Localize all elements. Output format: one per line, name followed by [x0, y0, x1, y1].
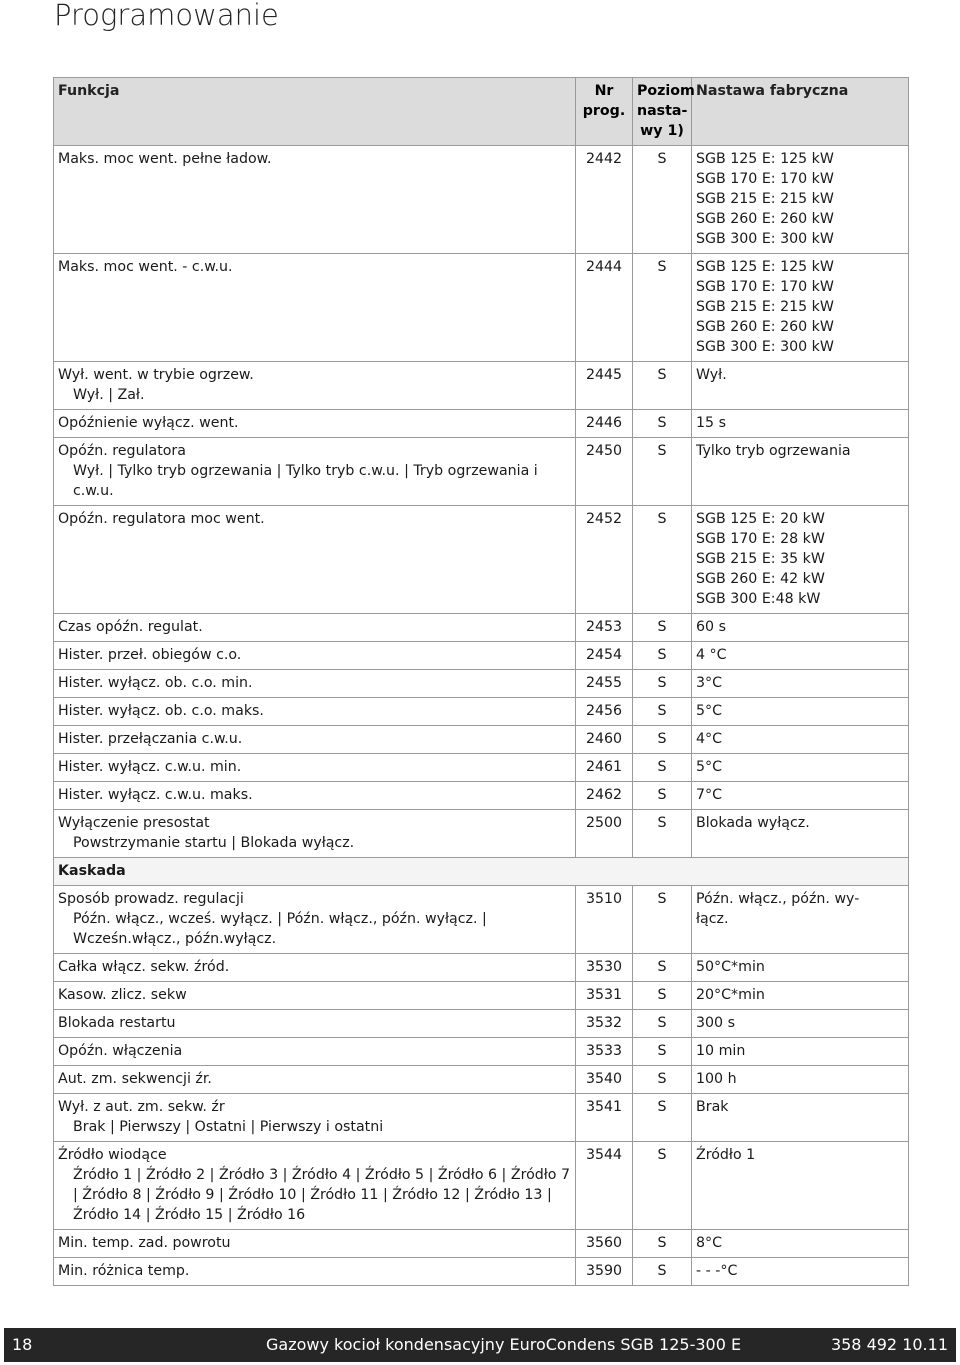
factory-setting-value: 100 h: [696, 1071, 737, 1087]
factory-setting-value: SGB 170 E: 170 kW: [696, 279, 834, 295]
factory-setting-value: - - -°C: [696, 1263, 738, 1279]
function-options: Wył. | Zał.: [73, 387, 145, 403]
factory-setting-cell: [692, 362, 909, 410]
function-name: Maks. moc went. - c.w.u.: [58, 259, 233, 275]
factory-setting-cell: [692, 1094, 909, 1142]
level-cell: S: [633, 1230, 692, 1258]
function-cell: [54, 614, 576, 642]
level-cell: S: [633, 1010, 692, 1038]
table-row: [54, 438, 909, 506]
function-cell: [54, 886, 576, 954]
level-cell: S: [633, 1066, 692, 1094]
function-name: Wył. went. w trybie ogrzew.: [58, 367, 254, 383]
factory-setting-value: SGB 300 E: 300 kW: [696, 339, 834, 355]
factory-setting-value: SGB 300 E: 300 kW: [696, 231, 834, 247]
factory-setting-value: 4 °C: [696, 647, 727, 663]
factory-setting-value: 3°C: [696, 675, 723, 691]
function-name: Hister. przeł. obiegów c.o.: [58, 647, 242, 663]
factory-setting-value: Tylko tryb ogrzewania: [696, 443, 851, 459]
function-cell: [54, 1038, 576, 1066]
factory-setting-cell: [692, 506, 909, 614]
function-cell: [54, 1230, 576, 1258]
page-title: Programowanie: [54, 0, 279, 32]
function-options: Brak | Pierwszy | Ostatni | Pierwszy i ostatni: [73, 1119, 384, 1135]
factory-setting-cell: [692, 1038, 909, 1066]
prog-nr-cell: 2446: [576, 410, 633, 438]
factory-setting-cell: [692, 982, 909, 1010]
function-name: Hister. wyłącz. c.w.u. maks.: [58, 787, 253, 803]
table-row: [54, 1094, 909, 1142]
level-cell: S: [633, 1258, 692, 1286]
prog-nr-cell: 2452: [576, 506, 633, 614]
factory-setting-value: SGB 125 E: 125 kW: [696, 259, 834, 275]
table-row: [54, 410, 909, 438]
function-name: Opóźnienie wyłącz. went.: [58, 415, 239, 431]
factory-setting-cell: [692, 1258, 909, 1286]
function-name: Hister. wyłącz. ob. c.o. maks.: [58, 703, 264, 719]
prog-nr-cell: 3560: [576, 1230, 633, 1258]
function-cell: [54, 726, 576, 754]
factory-setting-value: SGB 215 E: 215 kW: [696, 299, 834, 315]
level-cell: S: [633, 410, 692, 438]
level-cell: S: [633, 810, 692, 858]
factory-setting-value: SGB 260 E: 42 kW: [696, 571, 825, 587]
factory-setting-value: SGB 215 E: 215 kW: [696, 191, 834, 207]
function-cell: [54, 146, 576, 254]
function-cell: [54, 506, 576, 614]
page-footer: [4, 1328, 956, 1362]
factory-setting-value: 5°C: [696, 759, 723, 775]
function-name: Min. różnica temp.: [58, 1263, 190, 1279]
table-row: [54, 1142, 909, 1230]
level-cell: S: [633, 982, 692, 1010]
prog-nr-cell: 3510: [576, 886, 633, 954]
factory-setting-value: SGB 300 E:48 kW: [696, 591, 821, 607]
function-options: Późn. włącz., wcześ. wyłącz. | Późn. włącz., późn. wyłącz. | Wcześn.włącz., późn.wyłącz.: [73, 911, 487, 947]
function-cell: [54, 362, 576, 410]
header-factory-setting: Nastawa fabryczna: [692, 78, 909, 146]
prog-nr-cell: 2453: [576, 614, 633, 642]
header-level: Poziom nasta-wy 1): [633, 78, 692, 146]
table-row: [54, 146, 909, 254]
table-row: [54, 362, 909, 410]
prog-nr-cell: 2500: [576, 810, 633, 858]
section-title: Kaskada: [54, 858, 909, 886]
footer-title: Gazowy kocioł kondensacyjny EuroCondens SGB 125-300 E: [266, 1335, 742, 1354]
function-name: Maks. moc went. pełne ładow.: [58, 151, 272, 167]
header-function: Funkcja: [54, 78, 576, 146]
level-cell: S: [633, 506, 692, 614]
factory-setting-value: 50°C*min: [696, 959, 765, 975]
prog-nr-cell: 2454: [576, 642, 633, 670]
function-cell: [54, 438, 576, 506]
level-cell: S: [633, 146, 692, 254]
factory-setting-value: SGB 125 E: 20 kW: [696, 511, 825, 527]
function-name: Opóźn. włączenia: [58, 1043, 183, 1059]
table-row: [54, 1066, 909, 1094]
table-row: [54, 886, 909, 954]
factory-setting-value: SGB 125 E: 125 kW: [696, 151, 834, 167]
function-options: Powstrzymanie startu | Blokada wyłącz.: [73, 835, 355, 851]
function-cell: [54, 698, 576, 726]
table-row: [54, 982, 909, 1010]
factory-setting-value: SGB 170 E: 28 kW: [696, 531, 825, 547]
function-cell: [54, 642, 576, 670]
function-name: Opóźn. regulatora moc went.: [58, 511, 265, 527]
prog-nr-cell: 3590: [576, 1258, 633, 1286]
factory-setting-cell: [692, 614, 909, 642]
factory-setting-cell: [692, 1230, 909, 1258]
table-row: [54, 670, 909, 698]
factory-setting-value: Źródło 1: [696, 1147, 756, 1163]
level-cell: S: [633, 754, 692, 782]
factory-setting-value: 20°C*min: [696, 987, 765, 1003]
factory-setting-value: SGB 170 E: 170 kW: [696, 171, 834, 187]
prog-nr-cell: 3544: [576, 1142, 633, 1230]
function-name: Kasow. zlicz. sekw: [58, 987, 187, 1003]
function-cell: [54, 1010, 576, 1038]
function-options: Źródło 1 | Źródło 2 | Źródło 3 | Źródło 4 | Źródło 5 | Źródło 6 | Źródło 7 | Źródło 8 | Źródło 9 | Źródło 10 | Źródło 11 | Źródło 12 | Źródło 13 | Źródło 14 | Źródło 15 | Źródło 16: [73, 1167, 571, 1223]
factory-setting-value: 8°C: [696, 1235, 723, 1251]
factory-setting-value: 5°C: [696, 703, 723, 719]
function-name: Czas opóźn. regulat.: [58, 619, 203, 635]
table-header-row: [54, 78, 909, 146]
factory-setting-cell: [692, 1142, 909, 1230]
factory-setting-cell: [692, 754, 909, 782]
prog-nr-cell: 3541: [576, 1094, 633, 1142]
function-name: Hister. wyłącz. c.w.u. min.: [58, 759, 242, 775]
function-name: Min. temp. zad. powrotu: [58, 1235, 231, 1251]
level-cell: S: [633, 1094, 692, 1142]
table-row: [54, 810, 909, 858]
factory-setting-cell: [692, 670, 909, 698]
header-prog-nr: Nr prog.: [576, 78, 633, 146]
function-name: Wył. z aut. zm. sekw. źr: [58, 1099, 225, 1115]
function-cell: [54, 1094, 576, 1142]
function-name: Sposób prowadz. regulacji: [58, 891, 244, 907]
table-row: [54, 1010, 909, 1038]
table-row: [54, 1038, 909, 1066]
level-cell: S: [633, 1038, 692, 1066]
prog-nr-cell: 3533: [576, 1038, 633, 1066]
table-row: [54, 642, 909, 670]
table-row: [54, 726, 909, 754]
factory-setting-value: łącz.: [696, 911, 729, 927]
factory-setting-cell: [692, 954, 909, 982]
factory-setting-value: 10 min: [696, 1043, 746, 1059]
function-name: Blokada restartu: [58, 1015, 176, 1031]
table-row: [54, 614, 909, 642]
factory-setting-cell: [692, 810, 909, 858]
prog-nr-cell: 2462: [576, 782, 633, 810]
section-row: [54, 858, 909, 886]
prog-nr-cell: 2455: [576, 670, 633, 698]
table-row: [54, 782, 909, 810]
prog-nr-cell: 2450: [576, 438, 633, 506]
level-cell: S: [633, 438, 692, 506]
factory-setting-cell: [692, 726, 909, 754]
prog-nr-cell: 2461: [576, 754, 633, 782]
level-cell: S: [633, 1142, 692, 1230]
function-options: Wył. | Tylko tryb ogrzewania | Tylko tryb c.w.u. | Tryb ogrzewania i c.w.u.: [73, 463, 538, 499]
factory-setting-cell: [692, 698, 909, 726]
factory-setting-cell: [692, 146, 909, 254]
prog-nr-cell: 3540: [576, 1066, 633, 1094]
factory-setting-value: Brak: [696, 1099, 729, 1115]
prog-nr-cell: 2445: [576, 362, 633, 410]
table-body: [54, 146, 909, 1286]
table-row: [54, 698, 909, 726]
factory-setting-value: 7°C: [696, 787, 723, 803]
factory-setting-cell: [692, 1010, 909, 1038]
function-cell: [54, 670, 576, 698]
level-cell: S: [633, 254, 692, 362]
function-cell: [54, 254, 576, 362]
function-name: Źródło wiodące: [58, 1147, 167, 1163]
function-cell: [54, 754, 576, 782]
level-cell: S: [633, 954, 692, 982]
function-name: Aut. zm. sekwencji źr.: [58, 1071, 212, 1087]
factory-setting-cell: [692, 642, 909, 670]
factory-setting-value: SGB 260 E: 260 kW: [696, 211, 834, 227]
factory-setting-cell: [692, 438, 909, 506]
footer-page-number: 18: [12, 1335, 33, 1354]
function-name: Hister. przełączania c.w.u.: [58, 731, 243, 747]
prog-nr-cell: 3530: [576, 954, 633, 982]
function-cell: [54, 1142, 576, 1230]
function-cell: [54, 982, 576, 1010]
level-cell: S: [633, 782, 692, 810]
prog-nr-cell: 2444: [576, 254, 633, 362]
function-cell: [54, 1258, 576, 1286]
level-cell: S: [633, 670, 692, 698]
factory-setting-value: SGB 215 E: 35 kW: [696, 551, 825, 567]
function-name: Hister. wyłącz. ob. c.o. min.: [58, 675, 253, 691]
prog-nr-cell: 2456: [576, 698, 633, 726]
factory-setting-cell: [692, 782, 909, 810]
prog-nr-cell: 3531: [576, 982, 633, 1010]
level-cell: S: [633, 362, 692, 410]
factory-setting-value: Blokada wyłącz.: [696, 815, 810, 831]
table-row: [54, 954, 909, 982]
factory-setting-cell: [692, 410, 909, 438]
factory-setting-cell: [692, 254, 909, 362]
programming-table: [53, 77, 909, 1286]
level-cell: S: [633, 698, 692, 726]
table-row: [54, 506, 909, 614]
factory-setting-value: 4°C: [696, 731, 723, 747]
level-cell: S: [633, 886, 692, 954]
level-cell: S: [633, 642, 692, 670]
function-cell: [54, 1066, 576, 1094]
function-name: Całka włącz. sekw. źród.: [58, 959, 230, 975]
table-row: [54, 1230, 909, 1258]
function-name: Wyłączenie presostat: [58, 815, 210, 831]
factory-setting-value: Późn. włącz., późn. wy-: [696, 891, 860, 907]
factory-setting-value: 300 s: [696, 1015, 735, 1031]
factory-setting-value: Wył.: [696, 367, 727, 383]
footer-doc-number: 358 492 10.11: [830, 1335, 948, 1354]
function-cell: [54, 410, 576, 438]
factory-setting-cell: [692, 886, 909, 954]
factory-setting-value: 15 s: [696, 415, 726, 431]
function-cell: [54, 810, 576, 858]
factory-setting-cell: [692, 1066, 909, 1094]
function-cell: [54, 954, 576, 982]
prog-nr-cell: 2460: [576, 726, 633, 754]
factory-setting-value: 60 s: [696, 619, 726, 635]
table-row: [54, 254, 909, 362]
prog-nr-cell: 2442: [576, 146, 633, 254]
function-cell: [54, 782, 576, 810]
level-cell: S: [633, 614, 692, 642]
level-cell: S: [633, 726, 692, 754]
function-name: Opóźn. regulatora: [58, 443, 186, 459]
table-row: [54, 754, 909, 782]
factory-setting-value: SGB 260 E: 260 kW: [696, 319, 834, 335]
table-row: [54, 1258, 909, 1286]
prog-nr-cell: 3532: [576, 1010, 633, 1038]
